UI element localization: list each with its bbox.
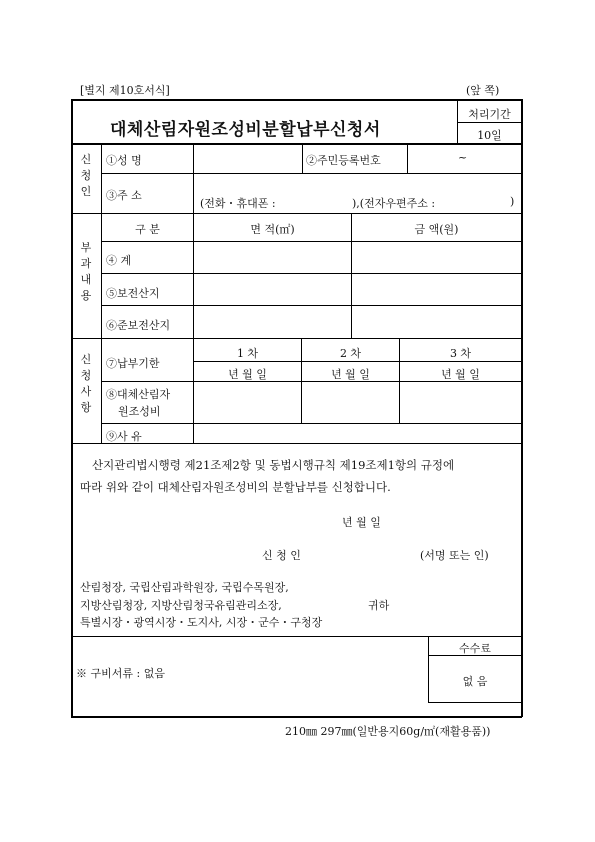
section-line (71, 443, 522, 444)
row-line (101, 273, 521, 274)
row-line (101, 241, 521, 242)
form-title: 대체산림자원조성비분할납부신청서 (110, 120, 381, 140)
phone-label: (전화・휴대폰 : (200, 197, 276, 210)
recipients-line3: 특별시장・광역시장・도지사, 시장・군수・구청장 (80, 616, 323, 629)
statement-line2: 따라 위와 같이 대체산림자원조성비의 분할납부를 신청합니다. (80, 480, 391, 494)
processing-value: 10일 (477, 129, 502, 142)
frame-top (71, 99, 522, 101)
id-value-divider (407, 144, 408, 173)
statement-line1: 산지관리법시행령 제21조제2항 및 동법시행규칙 제19조제1항의 규정에 (92, 458, 455, 472)
fee-subline (428, 655, 521, 656)
processing-label: 처리기간 (468, 108, 511, 121)
frame-bottom (71, 716, 522, 718)
date-units-2: 년 월 일 (331, 368, 370, 381)
date-units-3: 년 월 일 (441, 368, 480, 381)
address-label: ③주 소 (106, 189, 142, 202)
semi-conservation-row-label: ⑥준보전산지 (106, 319, 171, 332)
applicant-section-label: 신청인 (80, 153, 92, 198)
required-documents: ※ 구비서류 : 없음 (76, 667, 165, 680)
application-date: 년 월 일 (342, 516, 381, 529)
frame-right (521, 99, 523, 717)
row-line (101, 381, 521, 382)
form-number: [별지 제10호서식] (80, 84, 170, 97)
fee-bottom (428, 702, 521, 703)
recipients-line1: 산림청장, 국립산림과학원장, 국립수목원장, (80, 581, 289, 594)
row-line (101, 305, 521, 306)
recipients-line2: 지방산림청장, 지방산림청국유림관리소장, (80, 599, 282, 612)
fee-label-line1: ⑧대체산림자 (106, 388, 171, 401)
page-side: (앞 쪽) (466, 84, 500, 97)
section-line (71, 636, 522, 637)
amount-header: 금 액(원) (414, 223, 459, 236)
installment-subline (193, 361, 521, 362)
recipients-honorific: 귀하 (368, 599, 390, 612)
frame-left (71, 99, 73, 717)
date-units-1: 년 월 일 (228, 368, 267, 381)
email-close: ) (510, 195, 515, 208)
total-row-label: ④ 계 (106, 254, 132, 267)
applicant-signature-label: 신 청 인 (262, 549, 301, 562)
title-bottom (71, 143, 522, 145)
installment-1: 1 차 (236, 347, 259, 360)
request-section-label: 신청사항 (80, 353, 92, 414)
section-line (71, 213, 522, 214)
label-col-line (193, 144, 194, 444)
email-label: ),(전자우편주소 : (352, 197, 436, 210)
category-header: 구 분 (135, 223, 160, 236)
installment-3: 3 차 (449, 347, 472, 360)
section-col-line (101, 144, 102, 444)
row-line (101, 423, 521, 424)
fee-label: 수수료 (459, 642, 491, 655)
reason-label: ⑨사 유 (106, 430, 142, 443)
due-date-label: ⑦납부기한 (106, 357, 160, 370)
fee-value: 없 음 (462, 675, 488, 688)
id-number-label: ②주민등록번호 (306, 154, 381, 167)
conservation-row-label: ⑤보전산지 (106, 287, 160, 300)
processing-divider (457, 122, 521, 123)
name-id-divider (302, 144, 303, 173)
installment-2: 2 차 (339, 347, 362, 360)
levy-section-label: 부과내용 (80, 241, 92, 302)
id-separator: ~ (458, 151, 468, 164)
signature-note: (서명 또는 인) (420, 549, 489, 562)
fee-label-line2: 원조성비 (118, 405, 161, 418)
area-header: 면 적(㎡) (250, 223, 295, 236)
section-line (71, 338, 522, 339)
row-line (101, 173, 521, 174)
paper-spec: 210㎜ 297㎜(일반용지60g/㎡(재활용품)) (285, 725, 491, 738)
name-label: ①성 명 (106, 154, 142, 167)
